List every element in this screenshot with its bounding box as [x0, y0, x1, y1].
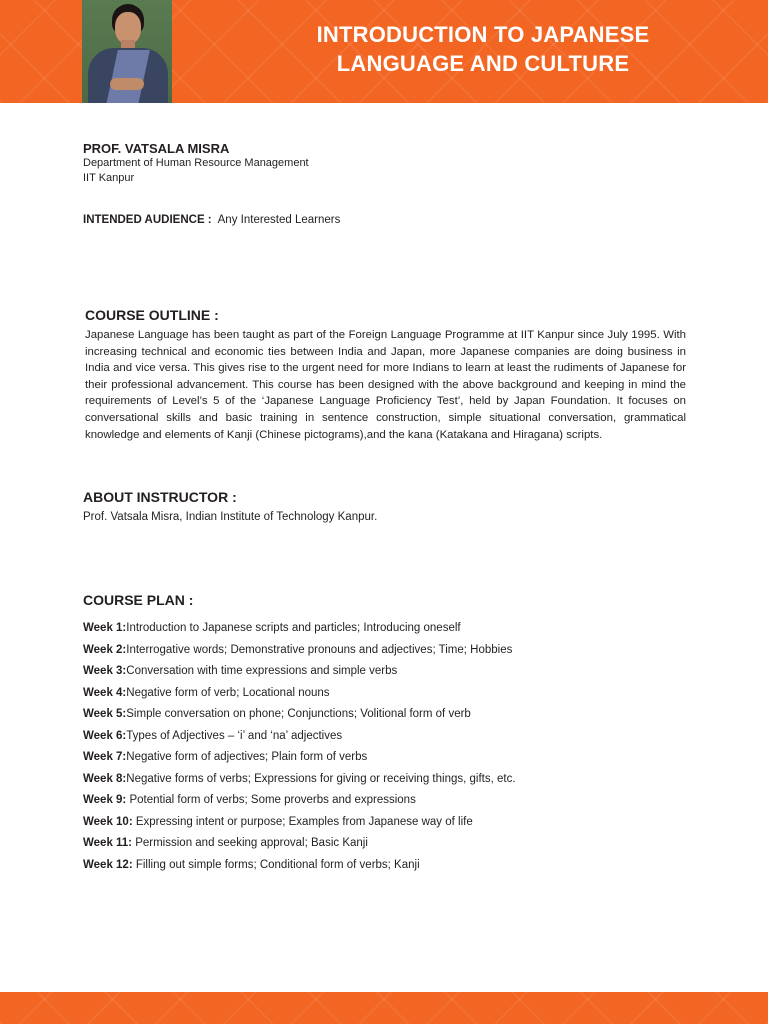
instructor-photo	[82, 0, 172, 103]
course-title-line1: INTRODUCTION TO JAPANESE	[316, 22, 650, 47]
week-label: Week 7:	[83, 751, 127, 763]
week-label: Week 9:	[83, 794, 127, 806]
week-label: Week 11:	[83, 837, 133, 849]
audience-value: Any Interested Learners	[217, 214, 341, 226]
week-label: Week 5:	[83, 708, 127, 720]
week-label: Week 2:	[83, 643, 127, 656]
week-topic: Filling out simple forms; Conditional form of verbs; Kanji	[132, 858, 420, 871]
header-banner	[0, 0, 768, 103]
week-item	[83, 665, 703, 687]
course-title-line2: LANGUAGE AND CULTURE	[336, 51, 630, 76]
week-item	[83, 644, 703, 666]
week-topic: Expressing intent or purpose; Examples from Japanese way of life	[132, 815, 473, 828]
week-item	[83, 837, 703, 859]
week-item	[83, 816, 703, 838]
week-item	[83, 751, 703, 773]
week-label: Week 8:	[83, 772, 127, 785]
instructor-name: PROF. VATSALA MISRA	[83, 141, 230, 156]
week-topic: Conversation with time expressions and simple verbs	[126, 665, 398, 677]
week-topic: Interrogative words; Demonstrative pronouns and adjectives; Time; Hobbies	[126, 643, 513, 656]
week-label: Week 10:	[83, 815, 133, 828]
week-item	[83, 730, 703, 752]
week-item	[83, 708, 703, 730]
week-item	[83, 773, 703, 795]
course-plan-heading: COURSE PLAN :	[83, 592, 194, 608]
week-item	[83, 687, 703, 709]
week-topic: Negative forms of verbs; Expressions for giving or receiving things, gifts, etc.	[126, 772, 516, 785]
week-label: Week 1:	[83, 622, 127, 634]
instructor-institute: IIT Kanpur	[83, 172, 135, 184]
footer-banner	[0, 992, 768, 1024]
intended-audience	[83, 214, 340, 226]
course-outline-heading: COURSE OUTLINE :	[85, 307, 219, 323]
week-item	[83, 859, 703, 881]
week-topic: Potential form of verbs; Some proverbs and expressions	[126, 794, 416, 806]
week-topic: Permission and seeking approval; Basic Kanji	[132, 837, 368, 849]
week-label: Week 6:	[83, 729, 127, 742]
week-label: Week 12:	[83, 858, 133, 871]
week-topic: Introduction to Japanese scripts and particles; Introducing oneself	[126, 622, 461, 634]
instructor-department: Department of Human Resource Management	[83, 157, 309, 169]
week-topic: Negative form of adjectives; Plain form of verbs	[126, 751, 368, 763]
about-instructor-heading: ABOUT INSTRUCTOR :	[83, 489, 237, 505]
week-label: Week 3:	[83, 665, 127, 677]
audience-label: INTENDED AUDIENCE :	[83, 214, 212, 226]
photo-hands	[110, 78, 144, 90]
week-item	[83, 794, 703, 816]
week-topic: Negative form of verb; Locational nouns	[126, 686, 330, 699]
week-item	[83, 622, 703, 644]
week-label: Week 4:	[83, 686, 127, 699]
course-outline-text: Japanese Language has been taught as part of the Foreign Language Programme at IIT Kanpur since July 1995. With increasing technical and economic ties between India and Japan, more Japanese companies are doing business in India and vice versa. This gives rise to the urgent need for more Indians to learn at least the rudiments of Japanese for their professional advancement. This course has been designed with the above background and keeping in mind the requirements of Level’s 5 of the ‘Japanese Language Proficiency Test’, held by Japan Foundation. It focuses on conversational skills and basic training in sentence construction, simple situational conversation, grammatical knowledge and elements of Kanji (Chinese pictograms),and the kana (Katakana and Hiragana) scripts.	[85, 329, 686, 441]
week-topic: Simple conversation on phone; Conjunctions; Volitional form of verb	[126, 708, 471, 720]
about-instructor-text: Prof. Vatsala Misra, Indian Institute of Technology Kanpur.	[83, 511, 378, 523]
week-topic: Types of Adjectives – ‘i’ and ‘na’ adjectives	[126, 729, 343, 742]
course-plan-list	[83, 622, 703, 880]
course-title	[300, 20, 666, 78]
